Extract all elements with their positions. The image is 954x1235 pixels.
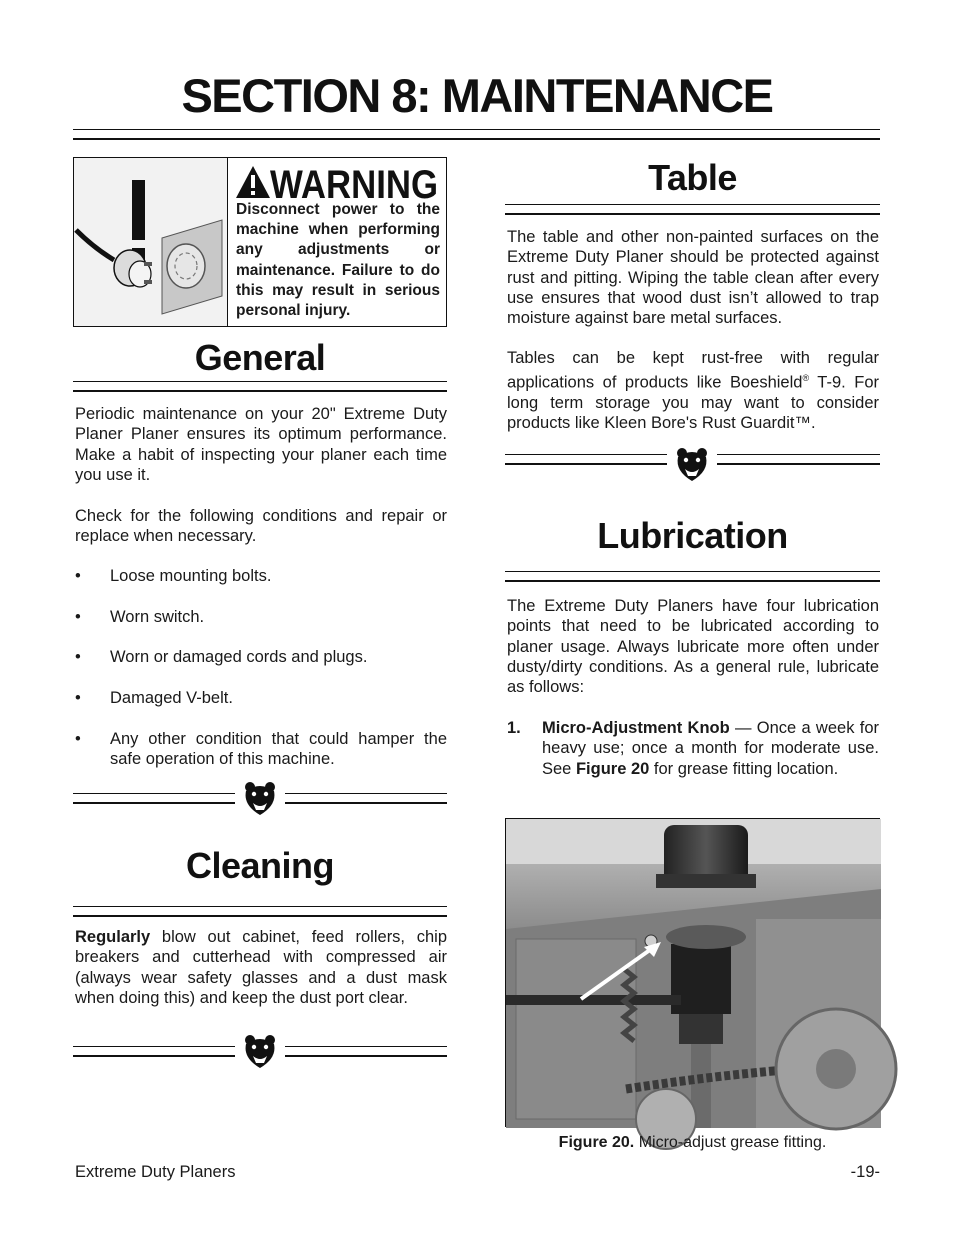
registered-mark: ®: [802, 373, 810, 384]
bear-logo-icon: [673, 445, 711, 483]
lubrication-heading: Lubrication: [597, 515, 788, 556]
table-para-2-a: Tables can be kept rust-free with regular applications of products like Boeshield: [507, 349, 879, 392]
general-heading: General: [194, 337, 326, 378]
bear-divider: [73, 779, 447, 817]
bullet-text: Any other condition that could hamper the safe operation of this machine.: [110, 730, 447, 769]
figure-20-photo: [505, 818, 880, 1127]
table-para-2-b: T-9. For long term storage you may want to consider products like Kleen Bore's Rust Guardit™.: [507, 373, 879, 433]
general-para-1: Periodic maintenance on your 20" Extreme Duty Planer Planer ensures its optimum performance. Make a habit of inspecting your planer each time you use it.: [75, 405, 447, 484]
figure-reference: Figure 20: [575, 759, 650, 778]
bullet-dot: •: [75, 689, 81, 707]
bullet-text: Worn switch.: [110, 608, 205, 626]
cleaning-para: [75, 927, 447, 1008]
item-number: 1.: [507, 719, 521, 737]
page-title: SECTION 8: MAINTENANCE: [181, 69, 773, 122]
lubrication-para: The Extreme Duty Planers have four lubrication points that need to be lubricated according to planer usage. Always lubricate more often under dusty/dirty conditions. As a general rule, lubricate as follows:: [507, 597, 879, 697]
bullet-dot: •: [75, 567, 81, 585]
bullet-dot: •: [75, 648, 81, 666]
svg-text:WARNING: WARNING: [270, 163, 438, 207]
footer-left: Extreme Duty Planers: [75, 1163, 236, 1181]
item-text-b: for grease fitting location.: [649, 759, 839, 778]
caption-label: Figure 20.: [558, 1134, 635, 1151]
warning-text: Disconnect power to the machine when performing any adjustments or maintenance. Failure to do this may result in serious personal injury.: [236, 201, 440, 320]
bullet-dot: •: [75, 608, 81, 626]
warning-illustration: [74, 158, 228, 326]
item-bold: Micro-Adjustment Knob: [542, 719, 730, 737]
bullet-text: Loose mounting bolts.: [110, 567, 272, 585]
table-para-1: The table and other non-painted surfaces on the Extreme Duty Planer should be protected against rust and pitting. Wiping the table clean after every use ensures that wood dust isn’t allowed to trap moisture against bare metal surfaces.: [507, 228, 879, 328]
bullet-text: Worn or damaged cords and plugs.: [110, 648, 368, 666]
cleaning-heading: Cleaning: [185, 845, 334, 886]
caption-text: Micro-adjust grease fitting.: [634, 1134, 827, 1151]
plug-outlet-icon: [74, 158, 226, 325]
table-para-2: [507, 348, 879, 434]
bear-logo-icon: [241, 1032, 279, 1070]
table-heading: Table: [648, 157, 737, 198]
bullet-text: Damaged V-belt.: [110, 689, 233, 707]
footer-page-number: -19-: [850, 1163, 880, 1181]
bullet-dot: •: [75, 730, 81, 748]
item-text-a: — Once a week for heavy use; once a month for moderate use. See: [542, 719, 879, 778]
figure-caption: [505, 1134, 880, 1152]
warning-heading: [232, 160, 442, 207]
general-para-2: Check for the following conditions and repair or replace when necessary.: [75, 507, 447, 546]
bear-divider: [73, 1032, 447, 1070]
warning-box: [73, 157, 447, 327]
item-text: [542, 718, 879, 779]
bear-divider: [505, 445, 880, 483]
cleaning-text: blow out cabinet, feed rollers, chip breakers and cutterhead with compressed air (always wear safety glasses and a dust mask when doing this) and keep the dust port clear.: [75, 928, 447, 1007]
cleaning-lead: Regularly: [75, 928, 151, 946]
bear-logo-icon: [241, 779, 279, 817]
